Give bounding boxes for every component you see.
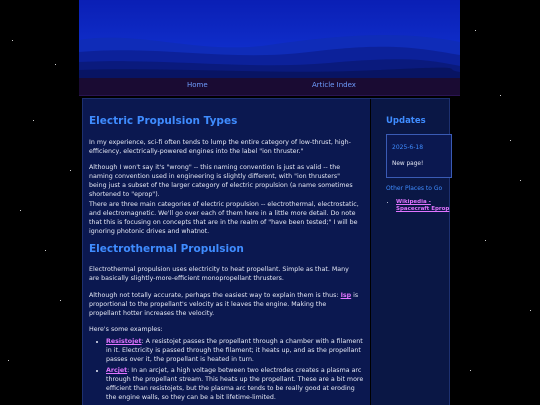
- header-banner: [79, 0, 460, 78]
- paragraph: Although I won't say it's "wrong" -- this naming convention is just as valid -- the naming convention used in engineering is slightly different, with "ion thrusters" being just a subset of the larger category of electric propulsion (a name sometimes shortened to "eprop").: [89, 164, 353, 198]
- section-heading: Electrothermal Propulsion: [89, 243, 244, 255]
- paragraph: In my experience, sci-fi often tends to lump the entire category of low-thrust, high-efficiency, electrically-powered engines into the label "ion thruster.": [89, 139, 351, 155]
- article-title: Electric Propulsion Types: [89, 115, 238, 127]
- isp-link[interactable]: Isp: [340, 292, 352, 299]
- article-content: [83, 99, 371, 405]
- resistojet-link[interactable]: Resistojet: [106, 338, 142, 345]
- other-places-list: [386, 199, 454, 213]
- text: is proportional to the propellant's velocity as it leaves the engine. Making the propellant hotter increases the velocity.: [89, 292, 359, 317]
- list-item: [106, 366, 364, 402]
- nav-home-link[interactable]: Home: [187, 81, 208, 89]
- sidebar: [375, 99, 449, 405]
- update-date: 2025-6-18: [392, 144, 424, 151]
- top-navigation: [79, 78, 460, 96]
- arcjet-link[interactable]: Arcjet: [106, 367, 128, 374]
- other-places-heading: Other Places to Go: [386, 185, 443, 192]
- examples-list: [89, 337, 364, 404]
- paragraph: Electrothermal propulsion uses electricity to heat propellant. Simple as that. Many are basically slightly-more-efficient monopropellant thrusters.: [89, 266, 349, 282]
- list-item-text: : A resistojet passes the propellant through a chamber with a filament in it. Electricity is passed through the filament; it heats up, and as the propellant passes over it, the propellant is heated in turn.: [106, 338, 363, 363]
- updates-heading: Updates: [386, 116, 426, 126]
- update-card: [386, 134, 452, 178]
- paragraph: There are three main categories of electric propulsion -- electrothermal, electrostatic, and electromagnetic. We'll go over each of them here in a little more detail. Do note that this is focusing on concepts that are in the realm of "have been tested;" I will be ignoring photonic drives and whatnot.: [89, 201, 359, 235]
- list-item: [396, 199, 454, 213]
- paragraph: [89, 291, 359, 318]
- main-area: [82, 98, 450, 405]
- page-container: [79, 0, 460, 405]
- text: Although not totally accurate, perhaps the easiest way to explain them is thus:: [89, 292, 341, 299]
- nav-article-index-link[interactable]: Article Index: [312, 81, 356, 89]
- list-item-text: : In an arcjet, a high voltage between two electrodes creates a plasma arc through the propellant stream. This heats up the propellant. These are a bit more efficient than resistojets, but the plasma arc tends to be really good at eroding the engine walls, so they can be a bit lifetime-limited.: [106, 367, 364, 401]
- wikipedia-eprop-link[interactable]: Wikipedia - Spacecraft Eprop: [396, 199, 450, 212]
- update-text: New page!: [392, 161, 424, 167]
- paragraph: Here's some examples:: [89, 326, 163, 333]
- list-item: [106, 337, 364, 364]
